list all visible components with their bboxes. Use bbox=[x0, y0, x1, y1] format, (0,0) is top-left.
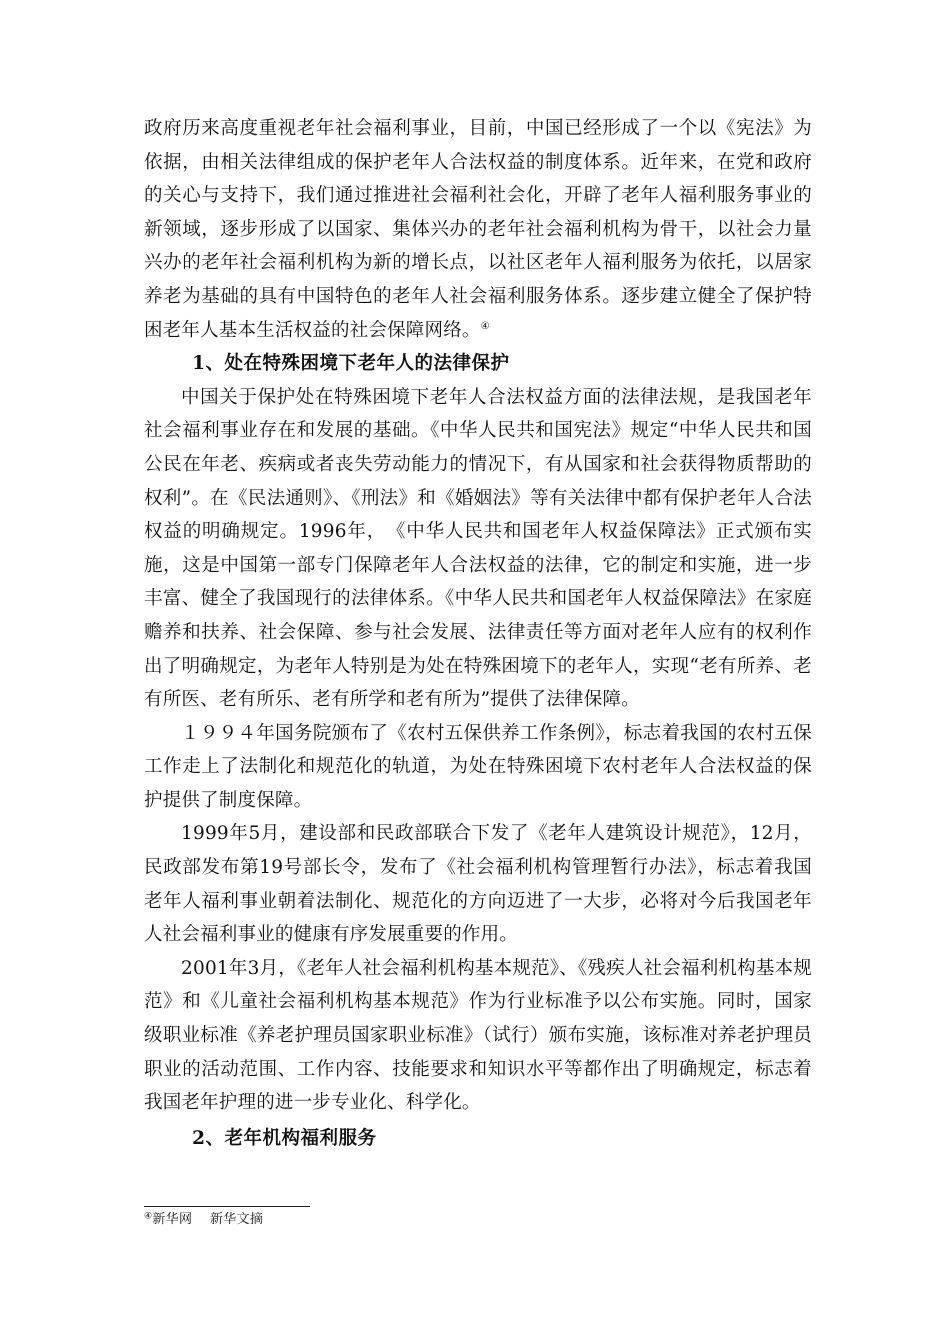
footnote-mark: ④ bbox=[144, 1211, 153, 1222]
footnote bbox=[144, 1212, 263, 1228]
section-heading-1: 1、处在特殊困境下老年人的法律保护 bbox=[192, 353, 510, 375]
paragraph-1999-regulations: 1999年5月，建设部和民政部联合下发了《老年人建筑设计规范》，12月，民政部发布第19号部长令，发布了《社会福利机构管理暂行办法》，标志着我国老年人福利事业朝着法制化、规范化的方向迈进了一大步，必将对今后我国老年人社会福利事业的健康有序发展重要的作用。 bbox=[144, 823, 812, 946]
paragraph-intro-text: 政府历来高度重视老年社会福利事业，目前，中国已经形成了一个以《宪法》为依据，由相关法律组成的保护老年人合法权益的制度体系。近年来，在党和政府的关心与支持下，我们通过推进社会福利社会化，开辟了老年人福利服务事业的新领域，逐步形成了以国家、集体兴办的老年社会福利机构为骨干，以社会力量兴办的老年社会福利机构为新的增长点，以社区老年人福利服务为依托，以居家养老为基础的具有中国特色的老年人社会福利服务体系。逐步建立健全了保护特困老年人基本生活权益的社会保障网络。 bbox=[144, 118, 812, 341]
section-heading-2: 2、老年机构福利服务 bbox=[192, 1127, 377, 1149]
paragraph-intro bbox=[144, 112, 812, 347]
footnote-reference: ④ bbox=[480, 320, 490, 332]
document-body bbox=[144, 112, 812, 1155]
footnote-divider bbox=[144, 1206, 310, 1207]
paragraph-legal-basis: 中国关于保护处在特殊困境下老年人合法权益方面的法律法规，是我国老年社会福利事业存在和发展的基础。《中华人民共和国宪法》规定“中华人民共和国公民在年老、疾病或者丧失劳动能力的情况下，有从国家和社会获得物质帮助的权利”。在《民法通则》、《刑法》和《婚姻法》等有关法律中都有保护老年人合法权益的明确规定。1996年， 《中华人民共和国老年人权益保障法》正式颁布实施，这是中国第一部专门保障老年人合法权益的法律，它的制定和实施，进一步丰富、健全了我国现行的法律体系。《中华人民共和国老年人权益保障法》在家庭赡养和扶养、社会保障、参与社会发展、法律责任等方面对老年人应有的权利作出了明确规定，为老年人特别是为处在特殊困境下的老年人，实现“老有所养、老有所医、老有所乐、老有所学和老有所为”提供了法律保障。 bbox=[144, 386, 812, 711]
paragraph-rural-regulation: １９９４年国务院颁布了《农村五保供养工作条例》，标志着我国的农村五保工作走上了法制化和规范化的轨道，为处在特殊困境下农村老年人合法权益的保护提供了制度保障。 bbox=[144, 722, 812, 811]
paragraph-2001-standards: 2001年3月，《老年人社会福利机构基本规范》、《残疾人社会福利机构基本规范》和《儿童社会福利机构基本规范》作为行业标准予以公布实施。同时，国家级职业标准《养老护理员国家职业标准》（试行）颁布实施，该标准对养老护理员职业的活动范围、工作内容、技能要求和知识水平等都作出了明确规定，标志着我国老年护理的进一步专业化、科学化。 bbox=[144, 957, 812, 1114]
footnote-text: 新华网 新华文摘 bbox=[152, 1212, 264, 1227]
